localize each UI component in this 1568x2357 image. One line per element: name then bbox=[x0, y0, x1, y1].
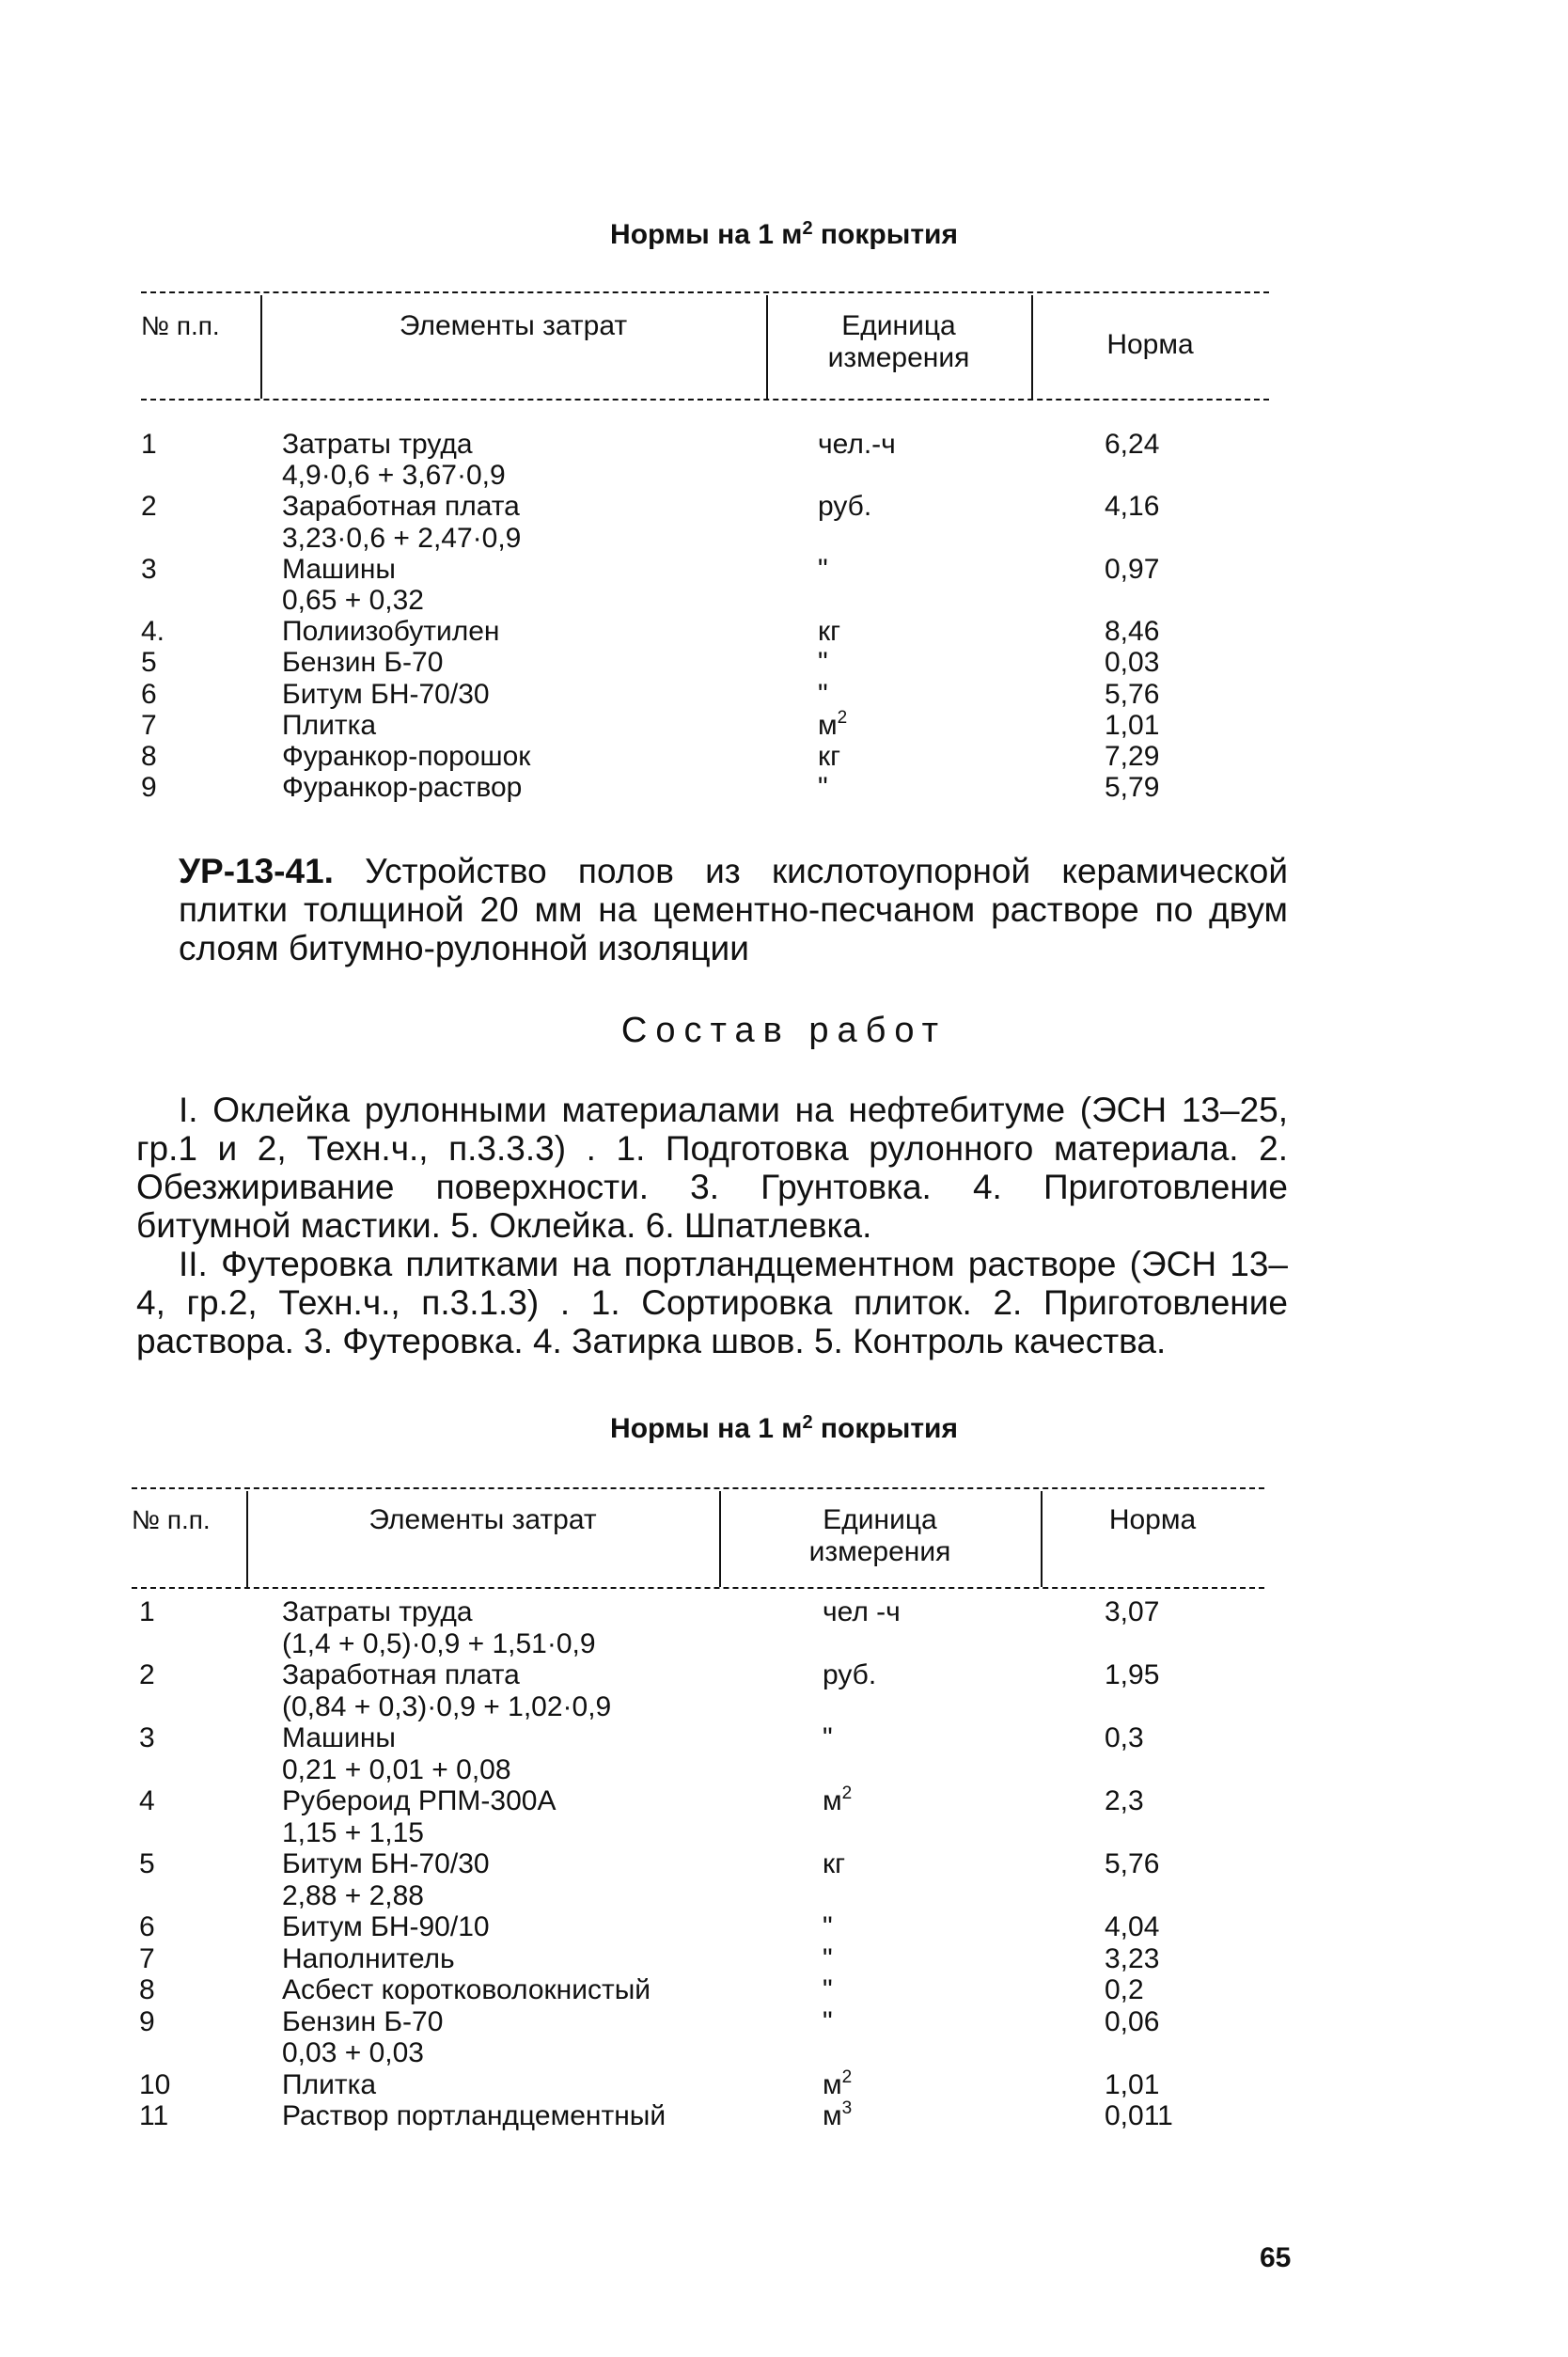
table1-header-unit bbox=[766, 310, 1031, 374]
row-name: Фуранкор-раствор bbox=[282, 772, 523, 804]
row-unit: $м^2$ bbox=[823, 2066, 853, 2100]
row-unit: $м^2$ bbox=[818, 707, 848, 741]
row-formula: 3,23·0,6 + 2,47·0,9 bbox=[282, 522, 522, 554]
row-unit: кг bbox=[818, 616, 841, 648]
row-norm: 0,97 bbox=[1105, 553, 1160, 585]
row-unit: " bbox=[818, 678, 828, 710]
row-unit: $м^2$ bbox=[823, 1783, 853, 1816]
row-name: Затраты труда bbox=[282, 1596, 473, 1627]
section-title: Устройство полов из кислотоупорной керамической плитки толщиной 20 мм на цементно-песчаном растворе по двум слоям битумно-рулонной изоляции bbox=[179, 852, 1289, 967]
page-number: 65 bbox=[1260, 2242, 1292, 2273]
row-number: 2 bbox=[139, 1659, 155, 1690]
section-code: УР-13-41. bbox=[179, 852, 334, 890]
row-name: Битум БН-70/30 bbox=[282, 1848, 490, 1879]
row-number: 3 bbox=[141, 553, 157, 585]
row-name: Наполнитель bbox=[282, 1942, 455, 1974]
table1-header-element: Элементы затрат bbox=[399, 310, 628, 341]
row-norm: 1,95 bbox=[1105, 1659, 1160, 1690]
row-unit: " bbox=[818, 772, 828, 804]
table1-header-unit-line2: измерения bbox=[827, 342, 970, 373]
row-norm: 5,79 bbox=[1105, 772, 1160, 804]
table1-caption-text: Нормы на 1 $м^2$ покрытия bbox=[610, 218, 958, 250]
row-number: 11 bbox=[139, 2100, 169, 2131]
row-unit: чел -ч bbox=[823, 1596, 901, 1627]
row-number: 1 bbox=[141, 429, 157, 460]
row-norm: 0,03 bbox=[1105, 647, 1160, 679]
row-unit: " bbox=[818, 647, 828, 679]
row-norm: 4,04 bbox=[1105, 1911, 1160, 1942]
row-norm: 4,16 bbox=[1105, 491, 1160, 523]
row-number: 5 bbox=[141, 647, 157, 679]
table2-top-rule bbox=[132, 1487, 1264, 1489]
table1-header-num: № п.п. bbox=[141, 311, 220, 340]
row-number: 8 bbox=[141, 741, 157, 772]
table2-header-norm: Норма bbox=[1108, 1504, 1197, 1535]
table2-header-num: № п.п. bbox=[132, 1505, 211, 1534]
row-unit: чел.-ч bbox=[818, 429, 896, 460]
row-number: 6 bbox=[141, 678, 157, 710]
row-name: Битум БН-90/10 bbox=[282, 1911, 490, 1942]
row-norm: 0,011 bbox=[1105, 2100, 1173, 2131]
table2-caption-text: Нормы на 1 $м^2$ покрытия bbox=[610, 1412, 958, 1444]
table2-header-rule bbox=[132, 1587, 1264, 1589]
row-number: 2 bbox=[141, 491, 157, 523]
row-norm: 3,23 bbox=[1105, 1942, 1160, 1974]
row-norm: 1,01 bbox=[1105, 709, 1160, 741]
row-name: Машины bbox=[282, 553, 396, 585]
row-number: 7 bbox=[139, 1942, 155, 1974]
row-norm: 6,24 bbox=[1105, 429, 1160, 460]
row-formula: 0,65 + 0,32 bbox=[282, 585, 424, 616]
row-unit: " bbox=[818, 553, 828, 585]
row-formula: 0,21 + 0,01 + 0,08 bbox=[282, 1753, 511, 1785]
work-item-2-num: II. bbox=[179, 1245, 208, 1283]
row-unit: кг bbox=[823, 1848, 846, 1879]
row-number: 6 bbox=[139, 1911, 155, 1942]
row-number: 8 bbox=[139, 1974, 155, 2005]
row-name: Битум БН-70/30 bbox=[282, 678, 490, 710]
row-norm: 1,01 bbox=[1105, 2068, 1160, 2100]
row-formula: (1,4 + 0,5)·0,9 + 1,51·0,9 bbox=[282, 1627, 596, 1659]
row-name: Асбест коротковолокнистый bbox=[282, 1974, 651, 2005]
row-name: Фуранкор-порошок bbox=[282, 741, 531, 772]
table2-header-unit-line1: Единица bbox=[823, 1504, 937, 1535]
row-norm: 0,3 bbox=[1105, 1722, 1144, 1753]
row-norm: 5,76 bbox=[1105, 678, 1160, 710]
table1-header-rule bbox=[141, 399, 1269, 401]
table1-header-unit-line1: Единица bbox=[841, 310, 956, 341]
row-name: Бензин Б-70 bbox=[282, 647, 444, 679]
row-unit: " bbox=[823, 1942, 833, 1974]
row-number: 5 bbox=[139, 1848, 155, 1879]
work-heading: Состав работ bbox=[620, 1011, 948, 1050]
row-number: 3 bbox=[139, 1722, 155, 1753]
row-number: 4 bbox=[139, 1785, 155, 1816]
row-name: Бензин Б-70 bbox=[282, 2005, 444, 2037]
row-norm: 3,07 bbox=[1105, 1596, 1160, 1627]
row-formula: 0,03 + 0,03 bbox=[282, 2037, 424, 2068]
row-number: 9 bbox=[141, 772, 157, 804]
work-item-1-text: Оклейка рулонными материалами на нефтебитуме (ЭСН 13–25, гр.1 и 2, Техн.ч., п.3.3.3) . 1. Подготовка рулонного материала. 2. Обезжиривание поверхности. 3. Грунтовка. 4. Приготовление битумной мастики. 5. Оклейка. 6. Шпатлевка. bbox=[136, 1091, 1289, 1245]
row-number: 1 bbox=[139, 1596, 155, 1627]
row-unit: " bbox=[823, 1722, 833, 1753]
table1-header-norm: Норма bbox=[1106, 329, 1194, 360]
row-name: Плитка bbox=[282, 709, 377, 741]
row-name: Заработная плата bbox=[282, 1659, 520, 1690]
work-item-2 bbox=[136, 1245, 1288, 1360]
row-norm: 0,2 bbox=[1105, 1974, 1144, 2005]
row-number: 7 bbox=[141, 709, 157, 741]
row-formula: 1,15 + 1,15 bbox=[282, 1816, 424, 1848]
table2-caption bbox=[0, 1412, 1568, 1445]
section-heading bbox=[179, 852, 1288, 967]
row-unit: руб. bbox=[818, 491, 872, 523]
row-unit: " bbox=[823, 1974, 833, 2005]
row-norm: 0,06 bbox=[1105, 2005, 1160, 2037]
row-unit: кг bbox=[818, 741, 841, 772]
table1-top-rule bbox=[141, 291, 1269, 293]
row-name: Заработная плата bbox=[282, 491, 520, 523]
row-formula: (0,84 + 0,3)·0,9 + 1,02·0,9 bbox=[282, 1690, 612, 1722]
table2-header-unit bbox=[719, 1504, 1041, 1568]
row-unit: $м^3$ bbox=[823, 2098, 853, 2131]
row-norm: 2,3 bbox=[1105, 1785, 1144, 1816]
row-norm: 5,76 bbox=[1105, 1848, 1160, 1879]
row-number: 9 bbox=[139, 2005, 155, 2037]
work-item-1-num: I. bbox=[179, 1091, 198, 1129]
row-unit: " bbox=[823, 2005, 833, 2037]
row-formula: 4,9·0,6 + 3,67·0,9 bbox=[282, 460, 506, 492]
row-name: Полиизобутилен bbox=[282, 616, 500, 648]
row-norm: 8,46 bbox=[1105, 616, 1160, 648]
row-unit: руб. bbox=[823, 1659, 877, 1690]
work-item-2-text: Футеровка плитками на портландцементном растворе (ЭСН 13–4, гр.2, Техн.ч., п.3.1.3) . 1. Сортировка плиток. 2. Приготовление раствора. 3. Футеровка. 4. Затирка швов. 5. Контроль качества. bbox=[136, 1245, 1288, 1360]
row-unit: " bbox=[823, 1911, 833, 1942]
row-formula: 2,88 + 2,88 bbox=[282, 1879, 424, 1911]
row-number: 4. bbox=[141, 616, 165, 648]
table2-header-unit-line2: измерения bbox=[808, 1536, 951, 1567]
row-name: Машины bbox=[282, 1722, 396, 1753]
row-norm: 7,29 bbox=[1105, 741, 1160, 772]
work-item-1 bbox=[136, 1091, 1288, 1245]
table2-header-element: Элементы затрат bbox=[368, 1504, 597, 1535]
row-name: Раствор портландцементный bbox=[282, 2100, 666, 2131]
row-name: Рубероид РПМ-300А bbox=[282, 1785, 557, 1816]
table1-caption bbox=[0, 218, 1568, 251]
row-number: 10 bbox=[139, 2068, 171, 2100]
row-name: Затраты труда bbox=[282, 429, 473, 460]
row-name: Плитка bbox=[282, 2068, 377, 2100]
